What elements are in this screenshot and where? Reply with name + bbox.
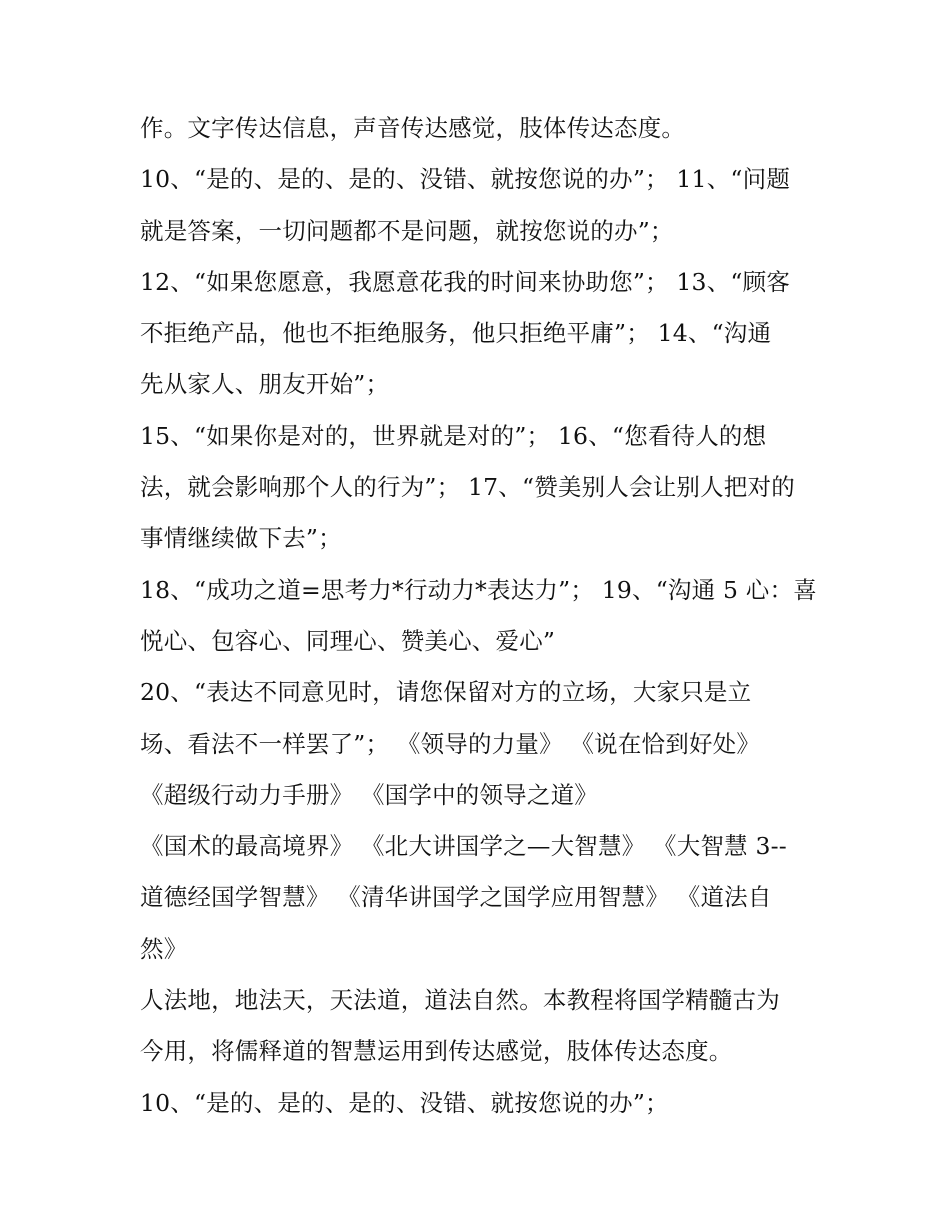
text-line: 18、“成功之道=思考力*行动力*表达力”； 19、“沟通 5 心：喜	[140, 575, 817, 604]
text-line: 作。文字传达信息，声音传达感觉，肢体传达态度。	[140, 114, 686, 142]
text-line: 20、“表达不同意见时，请您保留对方的立场，大家只是立	[140, 678, 752, 707]
text-line: 《国术的最高境界》 《北大讲国学之—大智慧》 《大智慧 3--	[140, 832, 787, 861]
text-line: 场、看法不一样罢了”； 《领导的力量》 《说在恰到好处》	[140, 729, 761, 758]
text-line: 悦心、包容心、同理心、赞美心、爱心”	[140, 626, 556, 655]
text-line: 今用，将儒释道的智慧运用到传达感觉，肢体传达态度。	[140, 1037, 733, 1066]
text-line: 10、“是的、是的、是的、没错、就按您说的办”； 11、“问题	[140, 165, 791, 194]
text-line: 15、“如果你是对的，世界就是对的”； 16、“您看待人的想	[140, 421, 767, 450]
text-line: 就是答案，一切问题都不是问题，就按您说的办”；	[140, 216, 674, 245]
text-line: 不拒绝产品，他也不拒绝服务，他只拒绝平庸”； 14、“沟通	[140, 319, 772, 348]
text-line: 10、“是的、是的、是的、没错、就按您说的办”；	[140, 1088, 669, 1117]
text-line: 事情继续做下去”；	[140, 524, 342, 553]
text-line: 先从家人、朋友开始”；	[140, 370, 390, 399]
body-text	[140, 103, 820, 1129]
text-line: 然》	[140, 934, 188, 963]
text-line: 法，就会影响那个人的行为”； 17、“赞美别人会让别人把对的	[140, 473, 795, 502]
text-line: 《超级行动力手册》 《国学中的领导之道》	[140, 780, 598, 809]
text-line: 12、“如果您愿意，我愿意花我的时间来协助您”； 13、“顾客	[140, 267, 791, 296]
text-line: 人法地，地法天，天法道，道法自然。本教程将国学精髓古为	[140, 986, 780, 1015]
text-line: 道德经国学智慧》 《清华讲国学之国学应用智慧》 《道法自	[140, 883, 772, 912]
